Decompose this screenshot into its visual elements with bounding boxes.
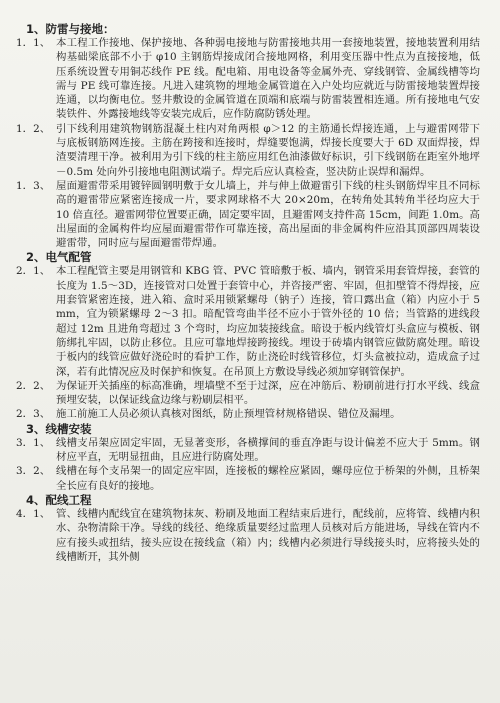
paragraph-text: 线槽支吊架应固定牢固，无显著变形，各横撑间的垂直净距与设计偏差不应大于 5mm。钢材应平直，无明显扭曲，且应进行防腐处理。	[56, 436, 480, 464]
paragraph-text: 引下线利用建筑物钢筋混凝土柱内对角两根 φ＞12 的主筋通长焊接连通，上与避雷网带下与底板钢筋网连接。主筋在跨接和连接时，焊缝要饱满，焊接长度要大于 6D 双面焊接，焊渣要清理干净。被利用为引下线的柱主筋应用红色油漆做好标识，引下线钢筋在距室外地坪－0.5m 处向外引接地电阻测试端子。焊完后应认真检查，竖决防止误焊和漏焊。	[56, 122, 480, 178]
paragraph-number: 3．1、	[16, 436, 51, 449]
paragraph	[16, 36, 480, 122]
paragraph	[16, 379, 480, 408]
paragraph	[16, 179, 480, 250]
paragraph-number: 1．1、	[16, 37, 51, 49]
paragraph-number: 2．2、	[16, 379, 51, 392]
paragraph-number: 1．2、	[16, 122, 51, 135]
paragraph	[16, 436, 480, 465]
paragraph	[16, 264, 480, 378]
paragraph	[16, 407, 480, 421]
paragraph-text: 本工程工作接地、保护接地、各种弱电接地与防雷接地共用一套接地装置，接地装置利用结构基础梁底部不小于 φ10 主钢筋焊接成闭合接地网格，利用变压器中性点为直接接地，低压系统设置专用铜芯线作 PE 线。配电箱、用电设备等金属外壳、穿线钢管、金属线槽等均需与 PE 线可靠连接。凡进入建筑物的埋地金属管道在入户处均应就近与防雷接地装置焊接连通，以均衡电位。竖井敷设的金属管道在顶端和底端与防雷装置相连通。所有接地电气安装铁件、外露接地线等安装完成后，应作防腐防锈处理。	[56, 37, 480, 121]
paragraph-number: 3．2、	[16, 465, 51, 478]
section-title: 4、配线工程	[26, 492, 92, 507]
paragraph-text: 为保证开关插座的标高准确，埋墙壁不至于过深，应在冲筋后、粉刷前进行打水平线、线盒预埋安装，以保证线盒边缘与粉刷层相平。	[56, 379, 480, 407]
paragraph	[16, 507, 480, 564]
paragraph-text: 施工前施工人员必须认真核对图纸，防止预埋管材规格错误、错位及漏埋。	[56, 408, 401, 421]
section-electrical-conduit	[16, 250, 480, 421]
paragraph-text: 管、线槽内配线宜在建筑物抹灰、粉刷及地面工程结束后进行，配线前，应将管、线槽内积水、杂物清除干净。导线的线径、绝缘质量要经过监理人员核对后方能进场，导线在管内不应有接头或扭结，接头应设在接线盒（箱）内；线槽内必须进行导线接头时，应将接头处的线槽断开，其外侧	[56, 507, 480, 563]
paragraph	[16, 464, 480, 493]
section-wiring	[16, 493, 480, 564]
paragraph-number: 2．1、	[16, 265, 51, 278]
paragraph-number: 2．3、	[16, 408, 51, 421]
paragraph-text: 线槽在每个支吊架一的固定应牢固，连接板的螺栓应紧固，螺母应位于桥架的外侧，且桥架全长应有良好的接地。	[56, 465, 480, 492]
section-title: 3、线槽安装	[26, 421, 92, 436]
paragraph-text: 本工程配管主要是用钢管和 KBG 管、PVC 管暗敷于板、墙内，钢管采用套管焊接，套管的长度为 1.5～3D，连接管对口处置于套管中心，并咨接严密、牢固，但扣壁管不得焊接，应用套管紧密连接，进入箱、盒时采用锁紧螺母（钠子）连接，管口露出盒（箱）内应小于 5mm，宜为锁紧螺母 2～3 扣。暗配管弯曲半径不应小于管外径的 10 倍；当管路的进线段超过 12m 且进角弯超过 3 个弯时，均应加装接线盒。暗设于板内线管灯头盒应与模板、钢筋绑扎牢固，以防止移位。且应可靠地焊接跨接线。埋设于砖墙内钢管应做防腐处理。暗设于板内的线管应做好浇砼时的看护工作，防止浇砼时线管移位，灯头盒被拉动，造成盒子过深，若有此情况应及时保护和恢复。在吊顶上方敷设导线必须加穿钢管保护。	[56, 265, 480, 378]
paragraph-number: 4．1、	[16, 507, 51, 520]
paragraph-text: 屋面避雷带采用镀锌圆钢明敷于女儿墙上，并与伸上做避雷引下线的柱头钢筋焊牢且不同标高的避雷带应紧密连接成一片，要求网球格不大 20×20m，在转角处其转角半径均应大于 10 倍直径。避雷网带位置要正确，固定要牢固，且避雷网支持件高 15cm，间距 1.0m。高出屋面的金属构件均应屋面避雷带作可靠连接，高出屋面的非金属构件应沿其顶部四周装设避雷带，同时应与屋面避雷带焊通。	[56, 179, 480, 250]
section-cable-tray	[16, 422, 480, 493]
section-title: 2、电气配管	[26, 250, 92, 265]
section-lightning-grounding	[16, 22, 480, 250]
paragraph-number: 1．3、	[16, 179, 51, 192]
paragraph	[16, 122, 480, 179]
section-title: 1、防雷与接地：	[26, 22, 115, 36]
